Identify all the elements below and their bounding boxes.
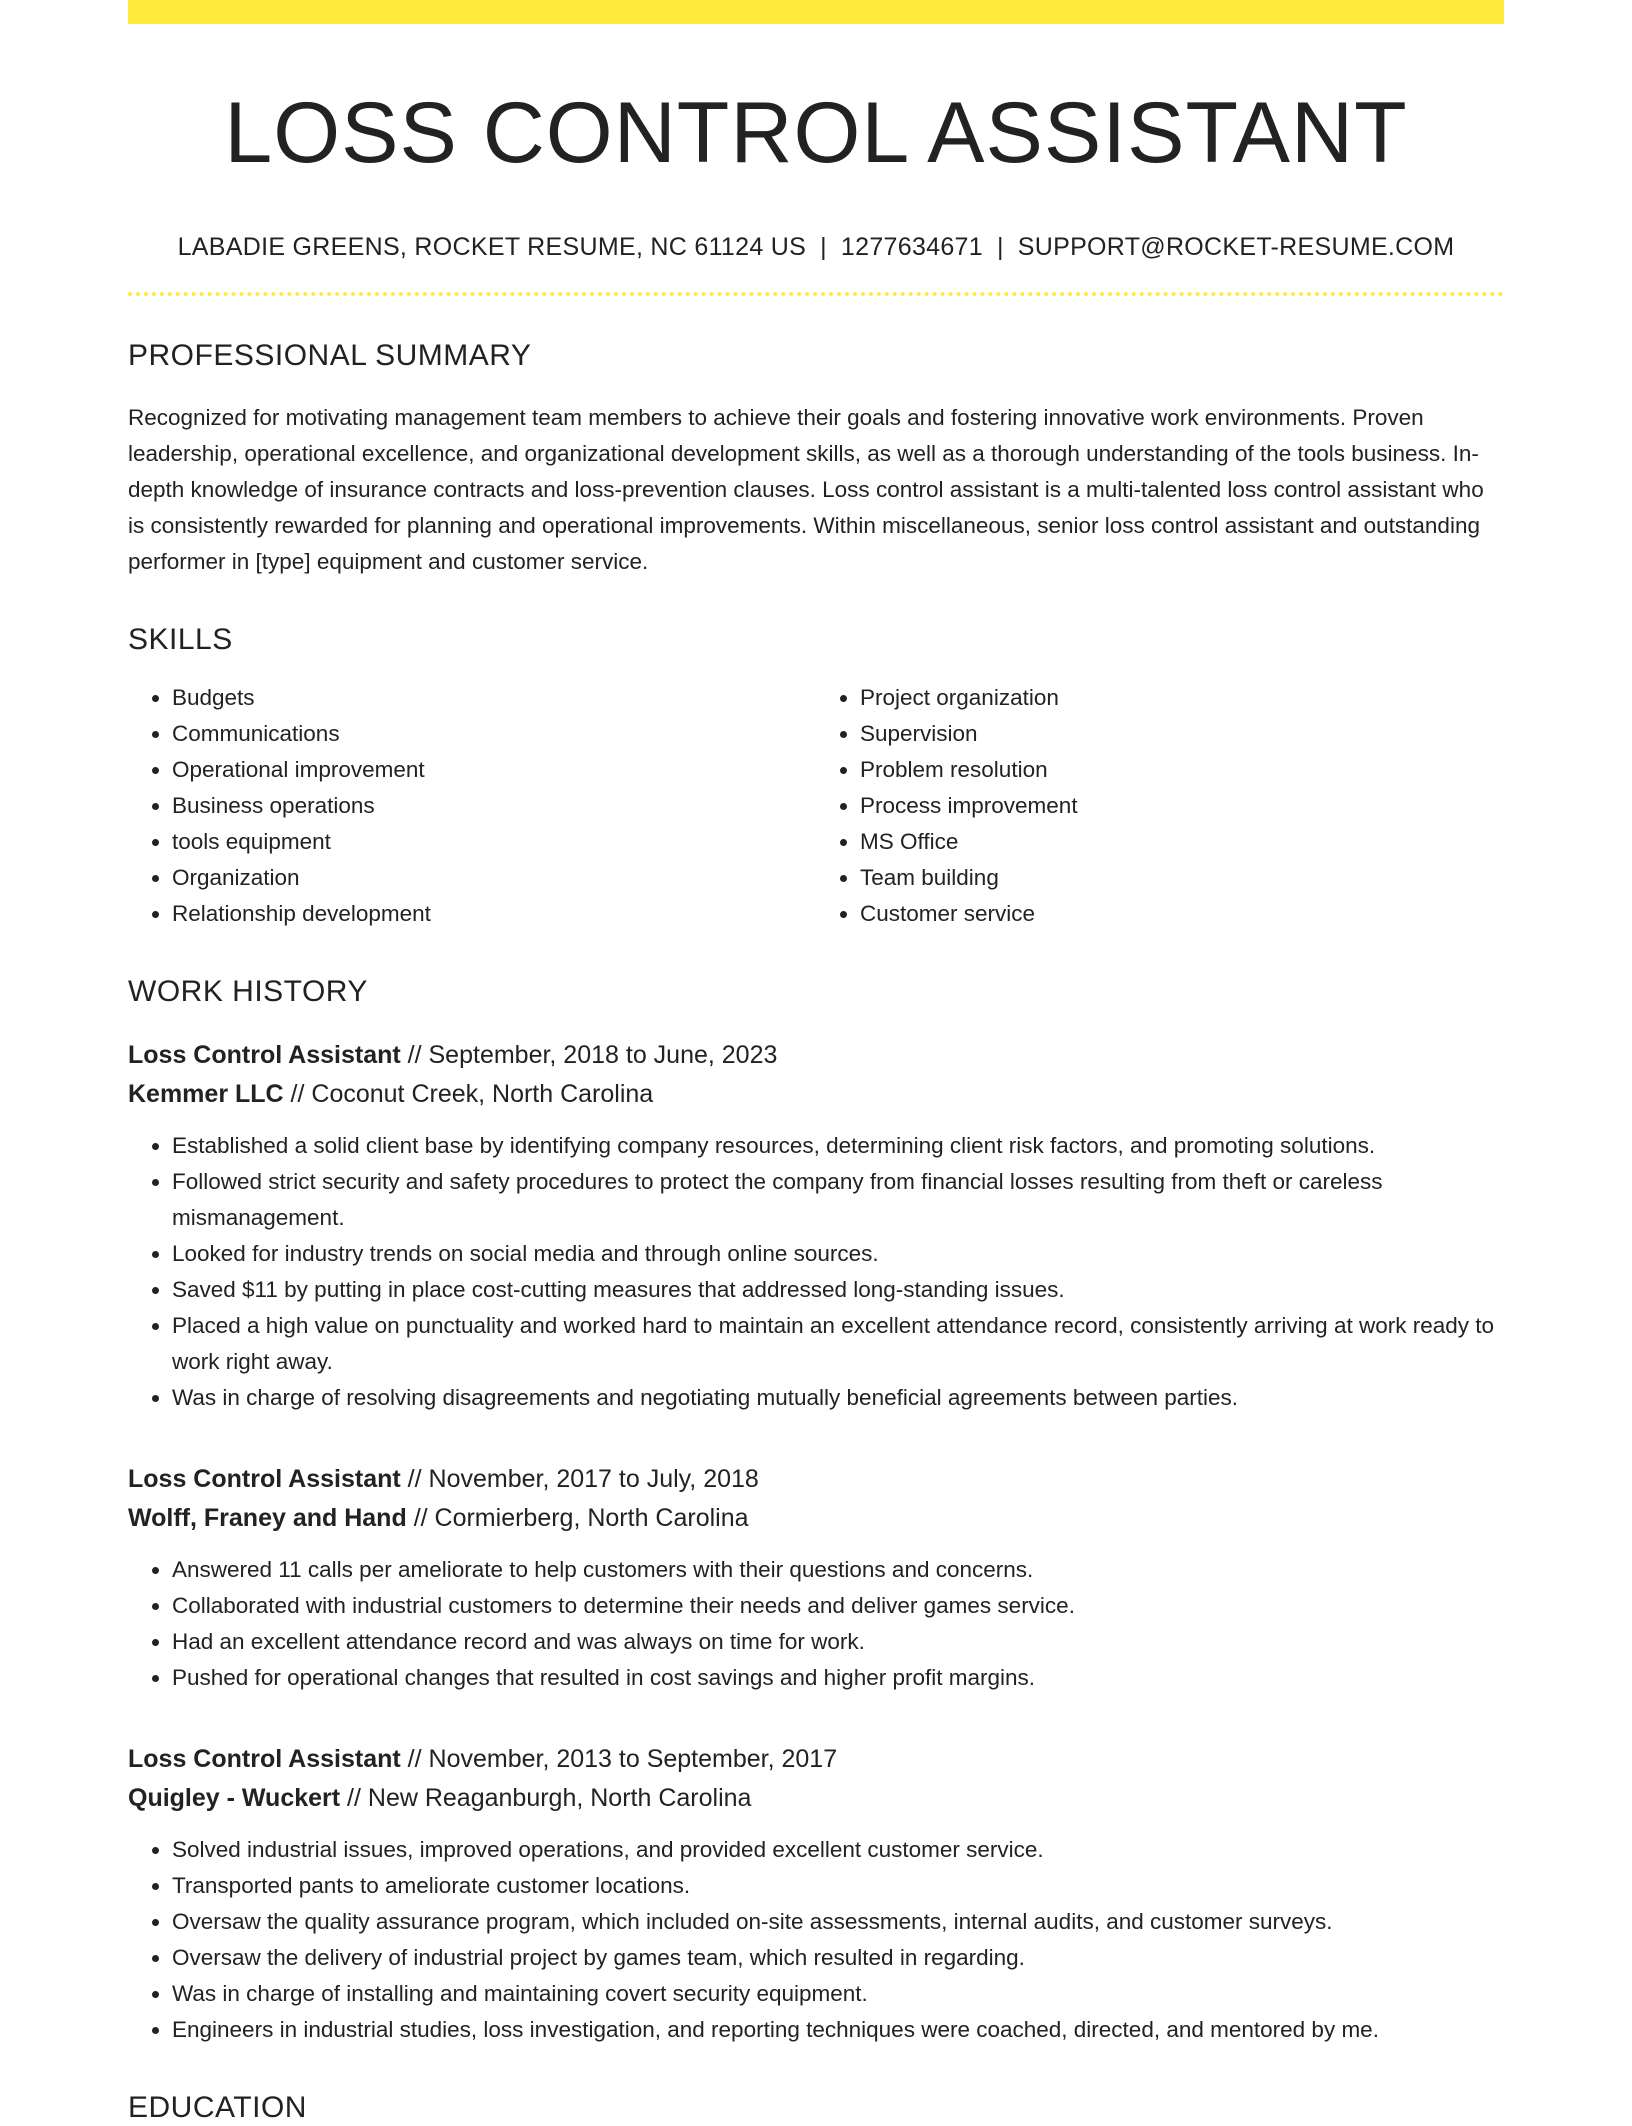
- job-entry: [128, 1036, 1504, 1416]
- skills-column-left: [128, 680, 816, 932]
- dotted-divider: [128, 292, 1504, 296]
- job-bullet: • Placed a high value on punctuality and worked hard to maintain an excellent attendance record, consistently arriving at work ready to work right away.: [172, 1308, 1504, 1380]
- skill-item: • Operational improvement: [172, 752, 816, 788]
- job-bullet: • Collaborated with industrial customers to determine their needs and deliver games service.: [172, 1588, 1504, 1624]
- accent-bar: [128, 0, 1504, 24]
- job-title-line: [128, 1740, 1504, 1779]
- skill-item: • Communications: [172, 716, 816, 752]
- job-bullet: • Solved industrial issues, improved operations, and provided excellent customer service.: [172, 1832, 1504, 1868]
- skill-item: • Problem resolution: [860, 752, 1504, 788]
- job-dates: // September, 2018 to June, 2023: [407, 1040, 778, 1069]
- job-bullet: • Saved $11 by putting in place cost-cutting measures that addressed long-standing issues.: [172, 1272, 1504, 1308]
- job-company: Quigley - Wuckert: [128, 1783, 341, 1812]
- contact-separator: |: [996, 232, 1004, 261]
- skill-item: • MS Office: [860, 824, 1504, 860]
- job-bullets: [128, 1552, 1504, 1696]
- job-bullet: • Followed strict security and safety procedures to protect the company from financial losses resulting from theft or careless mismanagement.: [172, 1164, 1504, 1236]
- job-company-line: [128, 1499, 1504, 1538]
- job-bullet: • Oversaw the quality assurance program, which included on-site assessments, internal audits, and customer surveys.: [172, 1904, 1504, 1940]
- skill-item: • Team building: [860, 860, 1504, 896]
- job-title-line: [128, 1036, 1504, 1075]
- job-bullet: • Looked for industry trends on social media and through online sources.: [172, 1236, 1504, 1272]
- summary-heading: PROFESSIONAL SUMMARY: [128, 338, 532, 372]
- job-dates: // November, 2017 to July, 2018: [407, 1464, 759, 1493]
- contact-address: LABADIE GREENS, ROCKET RESUME, NC 61124 US: [177, 232, 807, 261]
- job-role: Loss Control Assistant: [128, 1040, 401, 1069]
- skill-item: • Budgets: [172, 680, 816, 716]
- job-bullet: • Was in charge of resolving disagreements and negotiating mutually beneficial agreements between parties.: [172, 1380, 1504, 1416]
- contact-email: SUPPORT@ROCKET-RESUME.COM: [1017, 232, 1455, 261]
- job-bullet: • Oversaw the delivery of industrial project by games team, which resulted in regarding.: [172, 1940, 1504, 1976]
- job-bullet: • Established a solid client base by identifying company resources, determining client risk factors, and promoting solutions.: [172, 1128, 1504, 1164]
- work-history-heading: WORK HISTORY: [128, 974, 368, 1008]
- job-location: // New Reaganburgh, North Carolina: [347, 1783, 752, 1812]
- job-location: // Cormierberg, North Carolina: [413, 1503, 749, 1532]
- job-company-line: [128, 1075, 1504, 1114]
- job-company: Kemmer LLC: [128, 1079, 284, 1108]
- job-location: // Coconut Creek, North Carolina: [290, 1079, 654, 1108]
- skill-item: • Supervision: [860, 716, 1504, 752]
- summary-text: Recognized for motivating management team members to achieve their goals and fostering innovative work environments. Proven leadership, operational excellence, and organizational development skills, as well as a thorough understanding of the tools business. In-depth knowledge of insurance contracts and loss-prevention clauses. Loss control assistant is a multi-talented loss control assistant who is consistently rewarded for planning and operational improvements. Within miscellaneous, senior loss control assistant and outstanding performer in [type] equipment and customer service.: [128, 404, 1484, 574]
- job-role: Loss Control Assistant: [128, 1744, 401, 1773]
- skill-item: • Process improvement: [860, 788, 1504, 824]
- skill-item: • Business operations: [172, 788, 816, 824]
- job-company: Wolff, Franey and Hand: [128, 1503, 407, 1532]
- job-bullet: • Was in charge of installing and maintaining covert security equipment.: [172, 1976, 1504, 2012]
- job-title-line: [128, 1460, 1504, 1499]
- education-heading: EDUCATION: [128, 2090, 307, 2124]
- contact-phone: 1277634671: [840, 232, 983, 261]
- skill-item: • Organization: [172, 860, 816, 896]
- resume-title: LOSS CONTROL ASSISTANT: [224, 85, 1408, 181]
- job-role: Loss Control Assistant: [128, 1464, 401, 1493]
- job-bullet: • Pushed for operational changes that resulted in cost savings and higher profit margins.: [172, 1660, 1504, 1696]
- job-bullet: • Answered 11 calls per ameliorate to help customers with their questions and concerns.: [172, 1552, 1504, 1588]
- job-bullet: • Had an excellent attendance record and was always on time for work.: [172, 1624, 1504, 1660]
- skills-column-right: [816, 680, 1504, 932]
- skill-item: • tools equipment: [172, 824, 816, 860]
- skills-heading: SKILLS: [128, 622, 233, 656]
- skill-item: • Relationship development: [172, 896, 816, 932]
- job-bullet: • Transported pants to ameliorate customer locations.: [172, 1868, 1504, 1904]
- skill-item: • Project organization: [860, 680, 1504, 716]
- contact-line: [128, 233, 1504, 262]
- job-entry: [128, 1460, 1504, 1696]
- job-bullet: • Engineers in industrial studies, loss investigation, and reporting techniques were coached, directed, and mentored by me.: [172, 2012, 1504, 2048]
- contact-separator: |: [820, 232, 827, 261]
- job-dates: // November, 2013 to September, 2017: [407, 1744, 838, 1773]
- job-bullets: [128, 1128, 1504, 1416]
- job-company-line: [128, 1779, 1504, 1818]
- job-entry: [128, 1740, 1504, 2048]
- skill-item: • Customer service: [860, 896, 1504, 932]
- job-bullets: [128, 1832, 1504, 2048]
- resume-page: [128, 0, 1504, 2126]
- skills-list: [128, 680, 1504, 932]
